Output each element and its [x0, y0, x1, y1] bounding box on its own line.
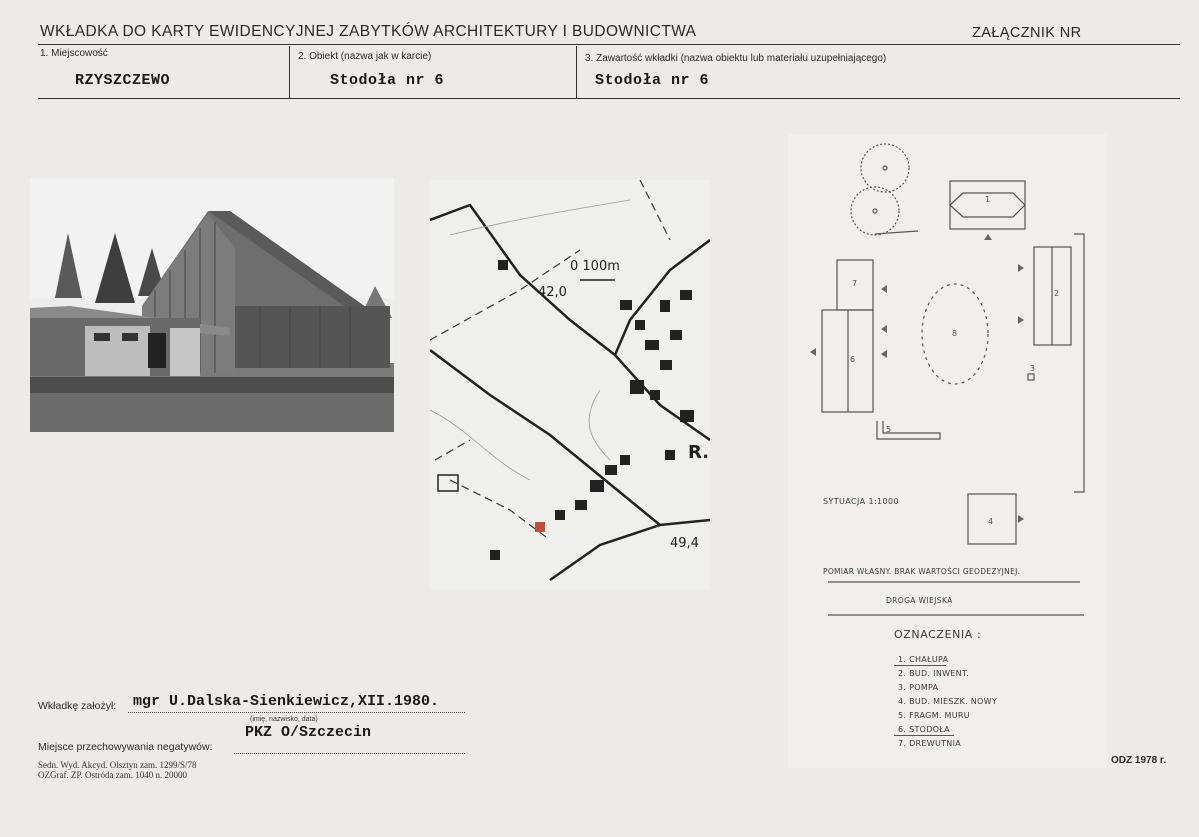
plan-building-3: 3: [1030, 364, 1036, 373]
plan-building-6: 6: [850, 355, 856, 364]
location-map: [430, 180, 710, 589]
founder-label: Wkładkę założył:: [38, 700, 117, 712]
plan-legend-title: OZNACZENIA :: [894, 628, 982, 641]
legend-item-2: 2. BUD. INWENT.: [898, 669, 970, 678]
plan-building-4: 4: [988, 517, 994, 526]
storage-value: PKZ O/Szczecin: [245, 724, 372, 741]
storage-label: Miejsce przechowywania negatywów:: [38, 741, 213, 753]
field-divider-2: [576, 46, 577, 98]
content-label: 3. Zawartość wkładki (nazwa obiektu lub materiału uzupełniającego): [585, 53, 887, 64]
storage-dotted-line: [234, 753, 465, 754]
fields-rule: [38, 98, 1180, 99]
founder-dotted-line: [128, 712, 465, 713]
legend-item-5: 5. FRAGM. MURU: [898, 711, 970, 720]
legend-underline-6: [894, 735, 954, 736]
odz-label: ODZ 1978 r.: [1111, 755, 1167, 766]
header-rule: [38, 44, 1180, 45]
map-elevation-2: 49,4: [670, 536, 699, 551]
appendix-number-label: ZAŁĄCZNIK NR: [972, 25, 1082, 41]
legend-item-7: 7. DREWUTNIA: [898, 739, 962, 748]
print-info-2: OZGraf. ZP. Ostróda zam. 1040 n. 20000: [38, 770, 187, 780]
plan-building-5: 5: [886, 425, 892, 434]
barn-photo: [30, 178, 394, 432]
object-value: Stodoła nr 6: [330, 72, 445, 89]
map-scale-label: 0 100m: [570, 259, 620, 274]
legend-item-3: 3. POMPA: [898, 683, 939, 692]
legend-item-6: 6. STODOŁA: [898, 725, 950, 734]
print-info-1: Sedn. Wyd. Akcyd. Olsztyn zam. 1299/S/78: [38, 760, 197, 770]
legend-item-1: 1. CHAŁUPA: [898, 655, 949, 664]
map-village-letter: R.: [688, 442, 710, 463]
field-divider-1: [289, 46, 290, 98]
locality-label: 1. Miejscowość: [40, 48, 108, 59]
founder-hint: (imię, nazwisko, data): [250, 716, 318, 723]
plan-building-2: 2: [1054, 289, 1060, 298]
plan-survey-note: POMIAR WŁASNY. BRAK WARTOŚCI GEODEZYJNEJ.: [823, 567, 1021, 576]
plan-building-1: 1: [985, 195, 991, 204]
object-label: 2. Obiekt (nazwa jak w karcie): [298, 51, 432, 62]
locality-value: RZYSZCZEWO: [75, 72, 171, 89]
plan-building-8: 8: [952, 329, 958, 338]
card-title: WKŁADKA DO KARTY EWIDENCYJNEJ ZABYTKÓW ARCHITEKTURY I BUDOWNICTWA: [40, 23, 697, 40]
plan-scale-label: SYTUACJA 1:1000: [823, 497, 900, 506]
plan-building-7: 7: [852, 279, 858, 288]
map-elevation-1: 42,0: [538, 285, 567, 300]
legend-item-4: 4. BUD. MIESZK. NOWY: [898, 697, 998, 706]
content-value: Stodoła nr 6: [595, 72, 710, 89]
legend-underline-1: [894, 665, 946, 666]
plan-road-label: DROGA WIEJSKA: [886, 596, 953, 605]
founder-value: mgr U.Dalska-Sienkiewicz,XII.1980.: [133, 693, 440, 710]
site-plan: [788, 134, 1107, 768]
